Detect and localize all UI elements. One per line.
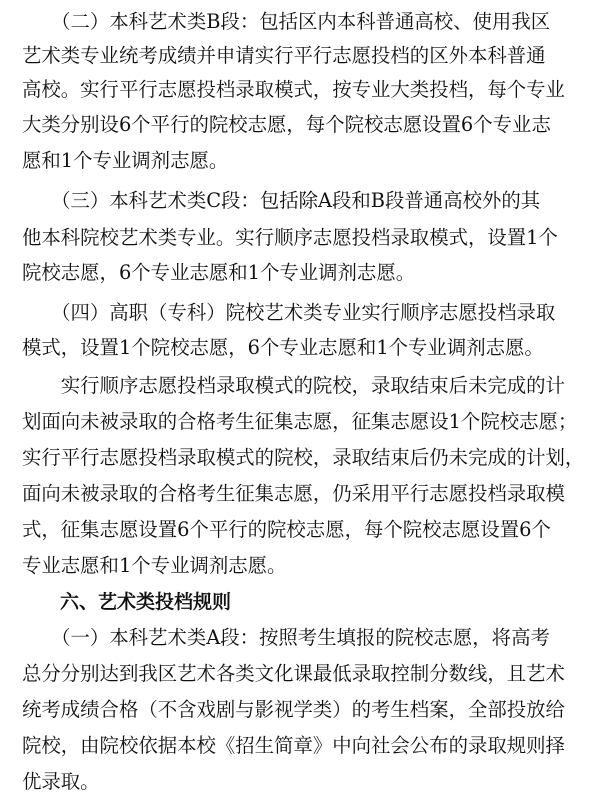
text-line-19: 总分分别达到我区艺术各类文化课最低录取控制分数线，且艺术 [22, 662, 565, 685]
text-line-4: 大类分别设6个平行的院校志愿，每个院校志愿设置6个专业志 [22, 113, 551, 136]
text-line-14: 面向未被录取的合格考生征集志愿，仍采用平行志愿投档录取模 [22, 482, 565, 505]
text-line-5: 愿和1个专业调剂志愿。 [22, 149, 229, 172]
text-line-21: 院校，由院校依据本校《招生简章》中向社会公布的录取规则择 [22, 734, 565, 757]
text-line-10: 模式，设置1个院校志愿，6个专业志愿和1个专业调剂志愿。 [22, 336, 544, 359]
text-line-15: 式，征集志愿设置6个平行的院校志愿，每个院校志愿设置6个 [22, 518, 551, 541]
text-line-12: 划面向未被录取的合格考生征集志愿，征集志愿设1个院校志愿； [22, 410, 578, 433]
text-line-6: （三）本科艺术类C段：包括除A段和B段普通高校外的其 [22, 189, 541, 212]
text-line-1: （二）本科艺术类B段：包括区内本科普通高校、使用我区 [22, 10, 551, 33]
text-line-16: 专业志愿和1个专业调剂志愿。 [22, 554, 287, 577]
text-line-11: 实行顺序志愿投档录取模式的院校，录取结束后未完成的计 [22, 374, 565, 397]
text-line-3: 高校。实行平行志愿投档录取模式，按专业大类投档，每个专业 [22, 78, 565, 101]
text-line-7: 他本科院校艺术类专业。实行顺序志愿投档录取模式，设置1个 [22, 226, 558, 249]
section-heading: 六、艺术类投档规则 [22, 591, 232, 613]
text-line-20: 统考成绩合格（不含戏剧与影视学类）的考生档案，全部投放给 [22, 698, 565, 721]
text-line-8: 院校志愿，6个专业志愿和1个专业调剂志愿。 [22, 261, 416, 284]
text-line-9: （四）高职（专科）院校艺术类专业实行顺序志愿投档录取 [22, 301, 556, 324]
text-line-2: 艺术类专业统考成绩并申请实行平行志愿投档的区外本科普通 [22, 44, 546, 67]
text-line-22: 优录取。 [22, 770, 100, 793]
text-line-18: （一）本科艺术类A段：按照考生填报的院校志愿，将高考 [22, 626, 550, 649]
text-line-13: 实行平行志愿投档录取模式的院校，录取结束后仍未完成的计划， [22, 446, 585, 469]
